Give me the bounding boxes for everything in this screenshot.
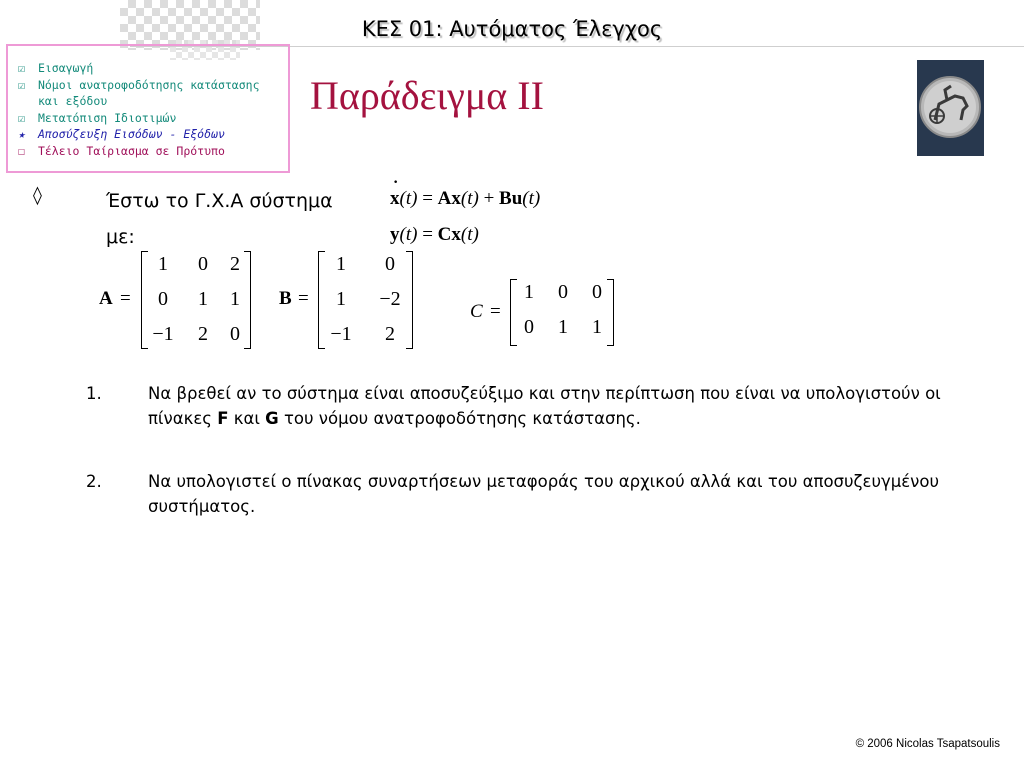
nav-item-pole-placement[interactable]: ☑ Μετατόπιση Ιδιοτιμών: [18, 110, 177, 125]
bullet-diamond-icon: ◊: [33, 185, 42, 206]
nav-item-feedback-laws[interactable]: ☑ Νόμοι ανατροφοδότησης κατάστασης: [18, 77, 260, 92]
checkbox-checked-icon: ☑: [18, 61, 25, 75]
nav-item-model-matching[interactable]: ☐ Τέλειο Ταίριασμα σε Πρότυπο: [18, 143, 225, 158]
topic-navigation-box: [6, 44, 290, 173]
matrix-bracket-left: [318, 251, 325, 349]
course-title: ΚΕΣ 01: Αυτόματος Έλεγχος: [361, 17, 663, 41]
checkbox-checked-icon: ☑: [18, 77, 25, 92]
x-dot: x ·: [390, 174, 400, 209]
checkbox-empty-icon: ☐: [18, 143, 25, 158]
intro-text: Έστω το Γ.Χ.Α σύστημα με:: [106, 190, 333, 248]
task-text: Να βρεθεί αν το σύστημα είναι αποσυζεύξιμο και στην περίπτωση που είναι να υπολογιστούν οι πίνακες F και G του νόμου ανατροφοδότησης κατάστασης.: [148, 384, 941, 428]
matrix-bracket-right: [406, 251, 413, 349]
star-icon: ★: [18, 127, 25, 141]
ancient-coin-chariot-icon: [917, 60, 984, 156]
state-equation: x · (t) = Ax(t) + Bu(t): [390, 174, 541, 209]
slide-title: Παράδειγμα ΙΙ: [310, 73, 544, 118]
task-text: Να υπολογιστεί ο πίνακας συναρτήσεων μεταφοράς του αρχικού αλλά και του αποσυζευγμένου συστήματος.: [148, 472, 940, 516]
output-equation: y(t) = Cx(t): [390, 224, 479, 245]
nav-item-feedback-laws-cont: και εξόδου: [37, 94, 108, 108]
matrix-bracket-left: [141, 251, 148, 349]
copyright-footer: © 2006 Nicolas Tsapatsoulis: [855, 738, 1000, 750]
nav-item-decoupling[interactable]: ★ Αποσύζευξη Εισόδων - Εξόδων: [18, 127, 225, 141]
nav-item-intro[interactable]: ☑ Εισαγωγή: [18, 61, 94, 75]
checkbox-checked-icon: ☑: [18, 110, 25, 125]
